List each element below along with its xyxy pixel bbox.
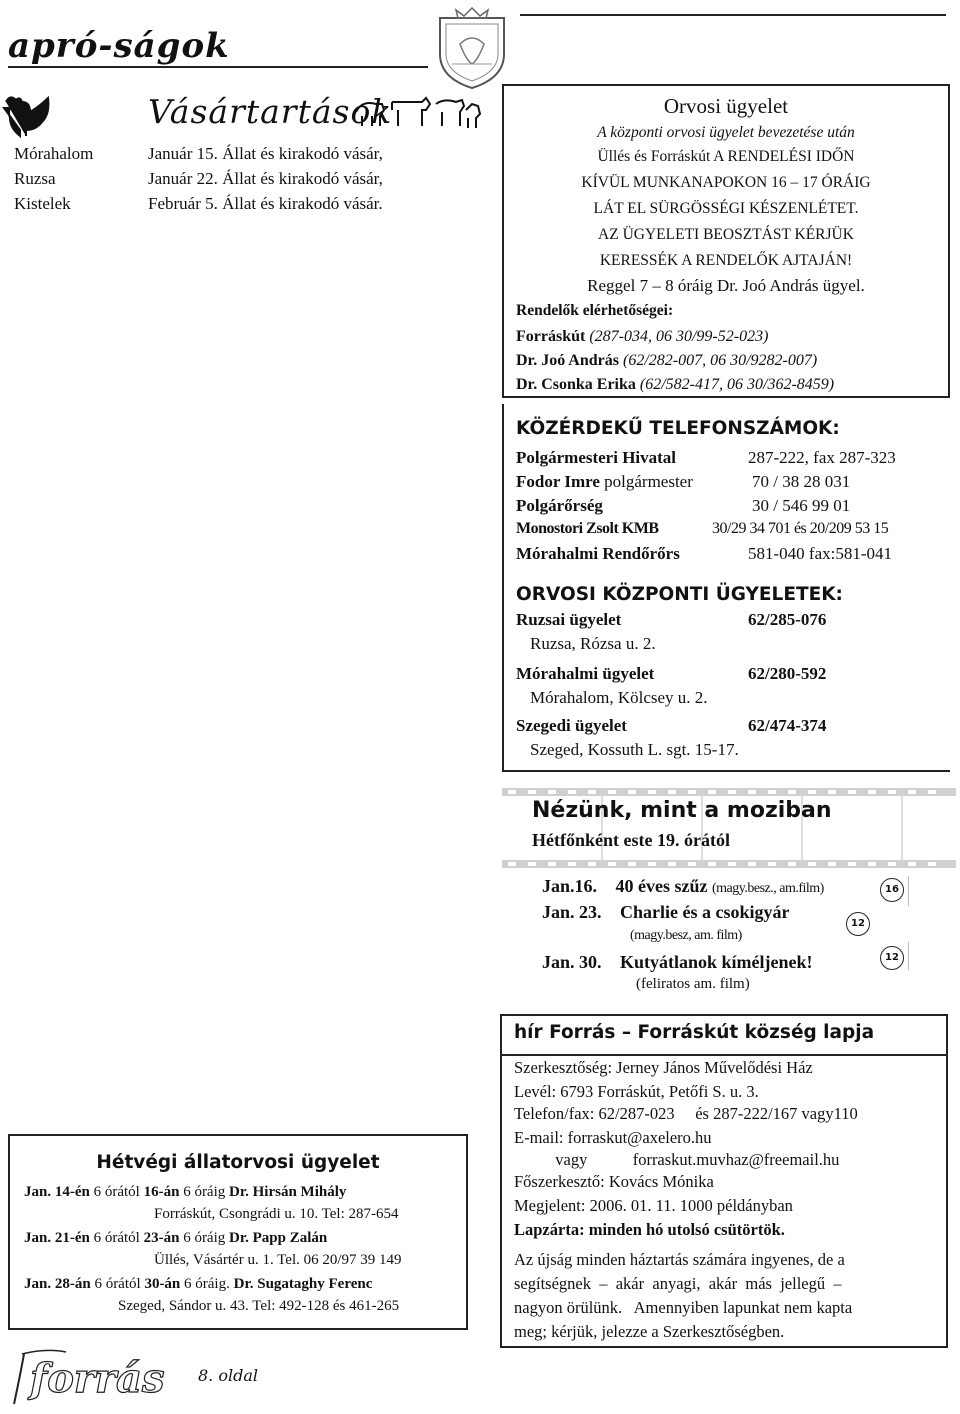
vet-to: 23-án <box>143 1230 180 1246</box>
publisher-line: Levél: 6793 Forráskút, Petőfi S. u. 3. <box>514 1082 759 1101</box>
vet-address: Szeged, Sándor u. 43. Tel: 492-128 és 461-265 <box>118 1298 400 1314</box>
public-numbers-title: KÖZÉRDEKŰ TELEFONSZÁMOK: <box>516 418 840 439</box>
contacts-title: Rendelők elérhetőségei: <box>516 302 674 319</box>
vet-text: 6 órától <box>90 1276 145 1292</box>
fair-text: Január 15. Állat és kirakodó vásár, <box>148 144 383 163</box>
fair-place: Ruzsa <box>14 169 56 188</box>
publisher-line: vagy forraskut.muvhaz@freemail.hu <box>514 1150 840 1169</box>
vet-text: 6 órától <box>89 1184 144 1200</box>
deadline: Lapzárta: minden hó utolsó csütörtök. <box>514 1220 785 1239</box>
duty-address: Szeged, Kossuth L. sgt. 15-17. <box>530 740 739 759</box>
vet-entry <box>24 1276 372 1293</box>
cinema-subtitle-text: Hétfőnként este 19. órától <box>532 830 730 850</box>
fair-text: Január 22. Állat és kirakodó vásár, <box>148 169 383 188</box>
vet-title: Hétvégi állatorvosi ügyelet <box>96 1152 380 1173</box>
contact-phone: (287-034, 06 30/99-52-023) <box>589 328 769 345</box>
fairs-title: Vásártartások <box>148 92 393 131</box>
farm-animals-icon <box>352 90 484 136</box>
vet-doctor: Dr. Sugataghy Ferenc <box>233 1276 373 1292</box>
duty-name: Szegedi ügyelet <box>516 716 627 735</box>
contact-row <box>516 328 768 346</box>
top-rule <box>520 14 946 16</box>
contact-phone: (62/582-417, 06 30/362-8459) <box>639 376 835 393</box>
doctor-line: KERESSÉK A RENDELŐK AJTAJÁN! <box>599 252 853 269</box>
vet-duty-box <box>8 1134 468 1330</box>
doctor-title: Orvosi ügyelet <box>663 94 789 118</box>
publisher-note: Az újság minden háztartás számára ingyenes, de a <box>514 1250 845 1269</box>
contact-name: Dr. Joó András <box>516 352 619 369</box>
vet-text: 6 óráig <box>179 1230 230 1246</box>
page-number: 8. oldal <box>198 1366 258 1385</box>
doctor-line: KÍVÜL MUNKANAPOKON 16 – 17 ÓRÁIG <box>581 174 871 191</box>
office-number: 30 / 546 99 01 <box>752 496 851 515</box>
office-role: polgármester <box>604 472 693 491</box>
age-rating-badge: 12 <box>880 946 904 970</box>
vet-from: Jan. 21-én <box>24 1230 90 1246</box>
vet-address: Üllés, Vásártér u. 1. Tel. 06 20/97 39 149 <box>154 1252 402 1268</box>
contact-row <box>516 376 834 394</box>
contact-phone: (62/282-007, 06 30/9282-007) <box>622 352 818 369</box>
movie-row <box>542 902 790 923</box>
public-number-row <box>516 472 851 492</box>
duty-phone: 62/285-076 <box>748 610 827 629</box>
movie-row <box>542 876 824 897</box>
office-name: Polgármesteri Hivatal <box>516 448 677 467</box>
publisher-note: meg; kérjük, jelezze a Szerkesztőségben. <box>514 1322 785 1341</box>
doctor-duty-box <box>502 84 950 398</box>
office-name: Polgárőrség <box>516 496 603 515</box>
doctor-line: LÁT EL SÜRGÖSSÉGI KÉSZENLÉTET. <box>593 200 859 217</box>
contact-name: Dr. Csonka Erika <box>516 376 636 393</box>
doctor-line: A központi orvosi ügyelet bevezetése után <box>597 124 855 141</box>
logo-text: forrás <box>30 1355 165 1402</box>
office-number: 287-222, fax 287-323 <box>748 448 896 467</box>
duty-phone: 62/280-592 <box>748 664 827 683</box>
vet-entry <box>24 1184 346 1201</box>
office-number: 70 / 38 28 031 <box>752 472 851 491</box>
movie-title: 40 éves szűz <box>615 876 708 896</box>
fair-row <box>14 144 383 164</box>
fair-text: Február 5. Állat és kirakodó vásár. <box>148 194 383 213</box>
movie-note: (magy.besz, am. film) <box>630 928 742 943</box>
publisher-title: hír Forrás – Forráskút község lapja <box>514 1022 875 1043</box>
section-title: apró-ságok <box>8 26 230 66</box>
contact-name: Forráskút <box>516 328 586 345</box>
header-rule <box>8 66 428 68</box>
office-name: Mórahalmi Rendőrőrs <box>516 544 680 563</box>
office-name: Fodor Imre <box>516 472 600 491</box>
duty-name: Mórahalmi ügyelet <box>516 664 655 683</box>
movie-title: Charlie és a csokigyár <box>620 902 790 922</box>
movie-title: Kutyátlanok kíméljenek! <box>620 952 813 972</box>
vet-to: 30-án <box>144 1276 181 1292</box>
vet-text: 6 óráig <box>179 1184 230 1200</box>
publisher-line: Megjelent: 2006. 01. 11. 1000 példányban <box>514 1196 793 1215</box>
movie-date: Jan.16. <box>542 876 598 896</box>
age-rating-badge: 16 <box>880 878 904 902</box>
office-number: 30/29 34 701 és 20/209 53 15 <box>712 520 889 537</box>
publisher-rule <box>502 1054 946 1056</box>
publisher-line: Főszerkesztő: Kovács Mónika <box>514 1172 714 1191</box>
vet-doctor: Dr. Papp Zalán <box>229 1230 328 1246</box>
vet-to: 16-án <box>143 1184 180 1200</box>
duty-phone: 62/474-374 <box>748 716 827 735</box>
age-rating-badge: 12 <box>846 912 870 936</box>
public-number-row <box>516 520 889 538</box>
divider <box>908 942 909 970</box>
movie-date: Jan. 23. <box>542 902 602 922</box>
duty-row <box>516 610 827 630</box>
public-number-row <box>516 496 851 516</box>
fair-row <box>14 194 383 214</box>
public-numbers-box <box>502 404 950 772</box>
movie-note: (feliratos am. film) <box>636 976 750 992</box>
duty-row <box>516 664 827 684</box>
cinema-subtitle <box>532 830 730 851</box>
movie-row <box>542 952 813 973</box>
doctor-line: Reggel 7 – 8 óráig Dr. Joó András ügyel. <box>587 276 865 295</box>
public-number-row <box>516 544 893 564</box>
vet-text: 6 óráig. <box>180 1276 234 1292</box>
publisher-box <box>500 1014 948 1348</box>
forras-logo <box>6 1346 196 1408</box>
duty-address: Mórahalom, Kölcsey u. 2. <box>530 688 708 707</box>
vet-from: Jan. 28-án <box>24 1276 91 1292</box>
vet-text: 6 órától <box>89 1230 144 1246</box>
office-number: 581-040 fax:581-041 <box>748 544 893 563</box>
cinema-title: Nézünk, mint a moziban <box>532 798 832 823</box>
publisher-note: segítségnek – akár anyagi, akár más jellegű – <box>514 1274 842 1293</box>
coat-of-arms-icon <box>430 4 514 90</box>
movie-note: (magy.besz., am.film) <box>712 881 824 896</box>
vet-address: Forráskút, Csongrádi u. 10. Tel: 287-654 <box>154 1206 399 1222</box>
fair-row <box>14 169 383 189</box>
vet-doctor: Dr. Hirsán Mihály <box>229 1184 347 1200</box>
duty-row <box>516 716 827 736</box>
vet-from: Jan. 14-én <box>24 1184 90 1200</box>
doctor-line: AZ ÜGYELETI BEOSZTÁST KÉRJÜK <box>598 226 854 243</box>
fair-place: Mórahalom <box>14 144 94 163</box>
public-number-row <box>516 448 896 468</box>
vet-entry <box>24 1230 327 1247</box>
duty-address: Ruzsa, Rózsa u. 2. <box>530 634 656 653</box>
duty-name: Ruzsai ügyelet <box>516 610 622 629</box>
movie-date: Jan. 30. <box>542 952 602 972</box>
doctor-line: Üllés és Forráskút A RENDELÉSI IDŐN <box>597 148 855 165</box>
duty-title: ORVOSI KÖZPONTI ÜGYELETEK: <box>516 584 843 605</box>
publisher-line: Telefon/fax: 62/287-023 és 287-222/167 vagy110 <box>514 1104 858 1123</box>
publisher-note: nagyon örülünk. Amennyiben lapunkat nem kapta <box>514 1298 853 1317</box>
fair-place: Kistelek <box>14 194 71 213</box>
contact-row <box>516 352 817 370</box>
rooster-icon <box>0 92 52 138</box>
publisher-line: Szerkesztőség: Jerney János Művelődési Ház <box>514 1058 813 1077</box>
office-name: Monostori Zsolt KMB <box>516 520 659 537</box>
divider <box>908 876 909 906</box>
publisher-line: E-mail: forraskut@axelero.hu <box>514 1128 712 1147</box>
